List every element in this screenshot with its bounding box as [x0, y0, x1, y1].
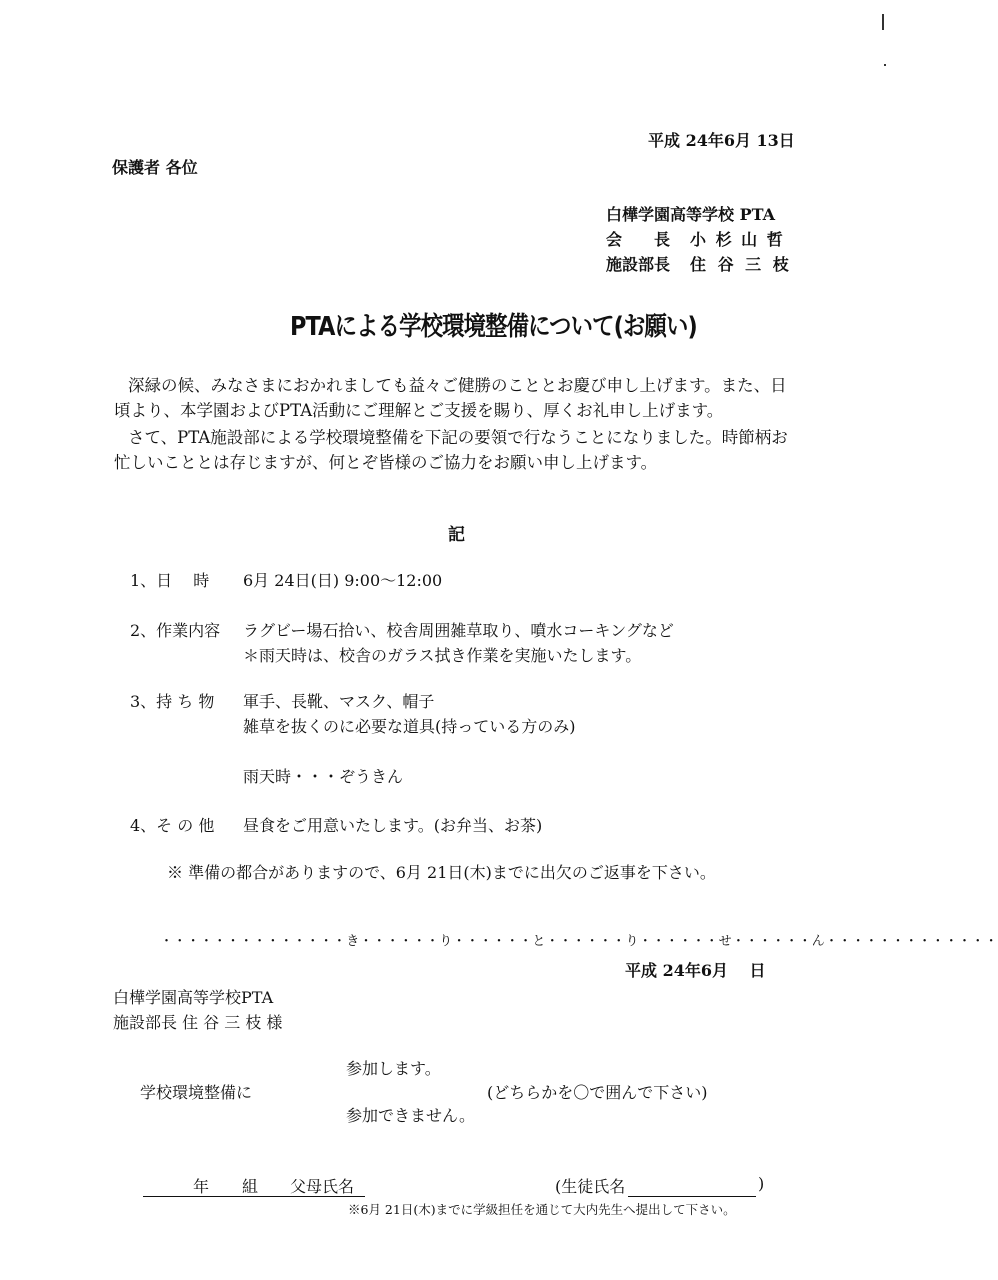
letter-date: 平成 24年6月 13日 [648, 131, 795, 150]
grade-label: 年 [193, 1177, 210, 1196]
president-name: 小 杉 山 哲 [690, 230, 785, 249]
reply-subject: 学校環境整備に [140, 1083, 253, 1102]
intro-line-3: さて、PTA施設部による学校環境整備を下記の要領で行なうことになりました。時節柄お [128, 428, 788, 447]
option-attend[interactable]: 参加します。 [346, 1059, 441, 1078]
item-2-line-2: ＊雨天時は、校舎のガラス拭き作業を実施いたします。 [243, 646, 642, 665]
director-title: 施設部長 [606, 255, 671, 274]
intro-line-4: 忙しいこととは存じますが、何とぞ皆様のご協力をお願い申し上げます。 [114, 453, 658, 472]
item-4-line-1: 昼食をご用意いたします。(お弁当、お茶) [243, 816, 543, 835]
item-2-label: 2、作業内容 [130, 621, 221, 640]
intro-line-1: 深緑の候、みなさまにおかれましても益々ご健勝のこととお慶び申し上げます。また、日 [128, 376, 787, 395]
item-4-label: 4、そ の 他 [130, 816, 215, 835]
scan-speck [884, 64, 886, 66]
scan-speck [882, 14, 884, 30]
item-3-line-1: 軍手、長靴、マスク、帽子 [243, 692, 435, 711]
item-3-line-3: 雨天時・・・ぞうきん [243, 767, 404, 786]
circle-instruction: (どちらかを〇で囲んで下さい) [487, 1083, 708, 1102]
student-name-close: ) [758, 1174, 765, 1193]
cut-line: ・・・・・・・・・・・・・・き・・・・・・り・・・・・・と・・・・・・り・・・・・・せ・・・・・・ん・・・・・・・・・・・・・ [160, 934, 998, 949]
reply-deadline-notice: ※ 準備の都合がありますので、6月 21日(木)までに出欠のご返事を下さい。 [167, 863, 716, 882]
reply-to-name: 施設部長 住 谷 三 枝 様 [113, 1013, 283, 1032]
parent-name-label: 父母氏名 [290, 1177, 355, 1196]
reply-date: 平成 24年6月 日 [625, 961, 766, 980]
page-title: PTAによる学校環境整備について(お願い) [290, 312, 697, 342]
item-2-line-1: ラグビー場石拾い、校舎周囲雑草取り、噴水コーキングなど [243, 621, 674, 640]
item-1-line-1: 6月 24日(日) 9:00～12:00 [243, 571, 443, 590]
reply-to-org: 白樺学園高等学校PTA [113, 988, 274, 1007]
president-title: 会 長 [606, 230, 671, 249]
option-decline[interactable]: 参加できません。 [346, 1106, 475, 1125]
item-1-label: 1、日 時 [130, 571, 210, 590]
item-3-line-2: 雑草を抜くのに必要な道具(持っている方のみ) [243, 717, 576, 736]
intro-line-2: 頃より、本学園およびPTA活動にご理解とご支援を賜り、厚くお礼申し上げます。 [114, 401, 724, 420]
director-name: 住 谷 三 枝 [690, 255, 792, 274]
item-3-label: 3、持 ち 物 [130, 692, 215, 711]
parent-name-underline [143, 1196, 365, 1197]
student-name-underline [628, 1196, 756, 1197]
student-name-open: (生徒氏名 [555, 1177, 626, 1196]
submission-footnote: ※6月 21日(木)までに学級担任を通じて大内先生へ提出して下さい。 [348, 1202, 736, 1217]
sender-org: 白樺学園高等学校 PTA [606, 205, 776, 224]
recipient: 保護者 各位 [112, 158, 198, 177]
ki-heading: 記 [448, 525, 465, 545]
class-label: 組 [242, 1177, 259, 1196]
